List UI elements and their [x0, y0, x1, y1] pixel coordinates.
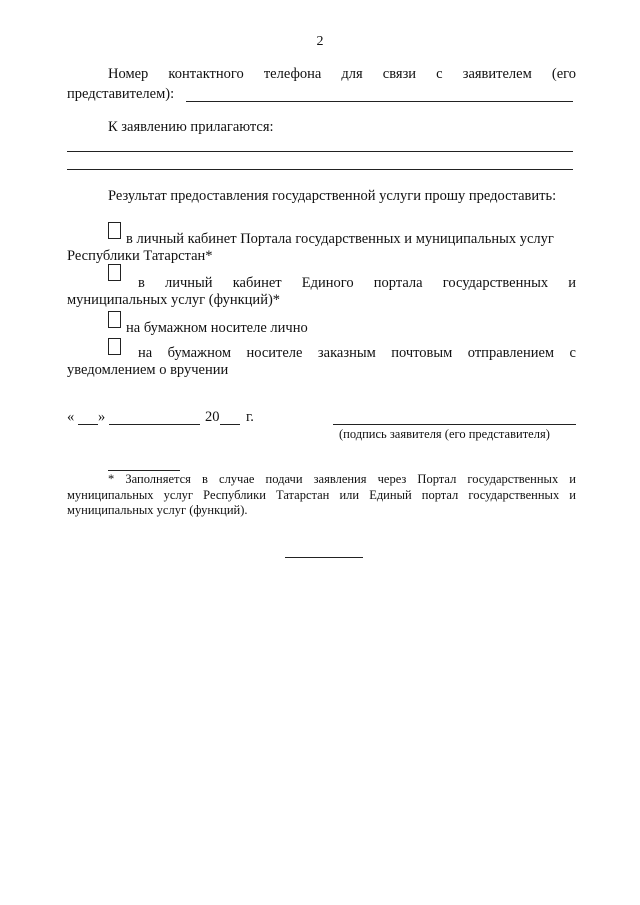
phone-label-line1: Номер контактного телефона для связи с заявителем (его [108, 66, 576, 82]
signature-line[interactable] [333, 424, 576, 425]
checkbox-paper-registered-mail[interactable] [108, 338, 121, 355]
result-heading: Результат предоставления государственной услуги прошу предоставить: [108, 188, 557, 204]
option-paper-in-person: на бумажном носителе лично [126, 320, 308, 336]
phone-label-line2: представителем): [67, 86, 175, 102]
option-personal-cabinet-rt-line2: Республики Татарстан* [67, 248, 213, 264]
footnote-line1: * Заполняется в случае подачи заявления через Портал государственных и [108, 472, 576, 486]
date-close-quote: » [98, 409, 106, 425]
option-unified-portal-line1: в личный кабинет Единого портала государственных и [138, 275, 576, 291]
date-open-quote: « [67, 409, 75, 425]
attachments-line-1[interactable] [67, 151, 573, 152]
phone-input-line[interactable] [186, 101, 573, 102]
date-year-line[interactable] [220, 424, 240, 425]
checkbox-paper-in-person[interactable] [108, 311, 121, 328]
date-day-line[interactable] [78, 424, 98, 425]
page-number: 2 [316, 34, 324, 49]
option-paper-registered-mail-line2: уведомлением о вручении [67, 362, 229, 378]
attachments-line-2[interactable] [67, 169, 573, 170]
footnote-separator [108, 470, 180, 471]
attachments-label: К заявлению прилагаются: [108, 119, 274, 135]
date-month-line[interactable] [109, 424, 200, 425]
footnote-line2: муниципальных услуг Республики Татарстан или Единый портал государственных и [67, 488, 576, 502]
date-year-suffix: г. [246, 409, 254, 425]
signature-caption: (подпись заявителя (его представителя) [339, 427, 550, 441]
option-unified-portal-line2: муниципальных услуг (функций)* [67, 292, 281, 308]
end-divider [285, 557, 363, 558]
checkbox-unified-portal[interactable] [108, 264, 121, 281]
option-personal-cabinet-rt-line1: в личный кабинет Портала государственных и муниципальных услуг [126, 231, 554, 247]
footnote-line3: муниципальных услуг (функций). [67, 503, 248, 517]
date-year-prefix: 20 [205, 409, 220, 425]
checkbox-personal-cabinet-rt[interactable] [108, 222, 121, 239]
option-paper-registered-mail-line1: на бумажном носителе заказным почтовым отправлением с [138, 345, 576, 361]
